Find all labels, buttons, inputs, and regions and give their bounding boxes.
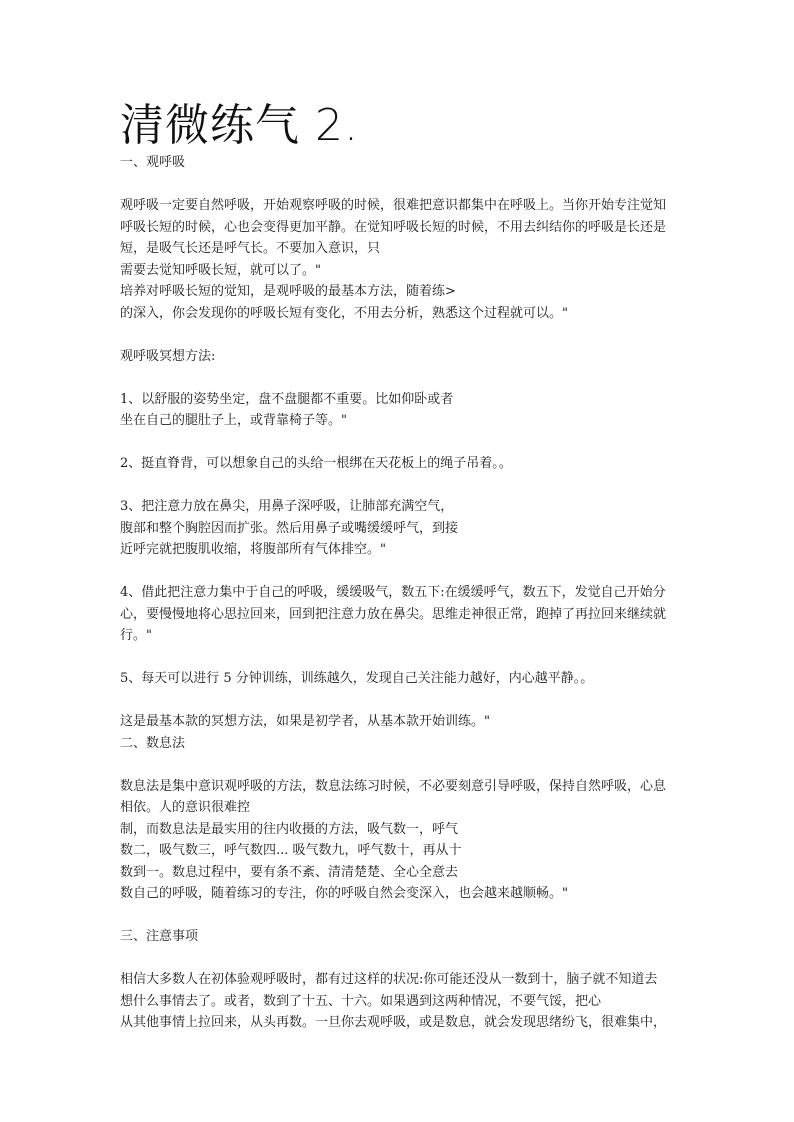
paragraph-line: 腹部和整个胸腔因而扩张。然后用鼻子或嘴缓缓呼气，到接 (120, 520, 459, 536)
paragraph-line: 3、把注意力放在鼻尖，用鼻子深呼吸，让肺部充满空气， (120, 499, 454, 514)
paragraph-line: 1、以舒服的姿势坐定，盘不盘腿都不重要。比如仰卧或者 (120, 391, 454, 407)
paragraph-spacer (120, 647, 676, 669)
paragraph-line: 5、每天可以进行 5 分钟训练，训练越久，发现自己关注能力越好，内心越平静。。 (120, 671, 594, 686)
paragraph (120, 453, 676, 475)
paragraph-line: 这是最基本款的冥想方法，如果是初学者，从基本款开始训练。" (120, 714, 490, 729)
paragraph-line: 二、数息法 (120, 735, 186, 751)
paragraph-spacer (120, 367, 676, 389)
paragraph-line: 相信大多数人在初体验观呼吸时，都有过这样的状况:你可能还没从一数到十，脑子就不知道去 (120, 972, 658, 987)
paragraph (120, 711, 676, 754)
paragraph-spacer (120, 690, 676, 712)
paragraph-line: 4、借此把注意力集中于自己的呼吸，缓缓吸气，数五下:在缓缓呼气，数五下，发觉自己开始分 (120, 585, 666, 600)
paragraph-line: 2、挺直脊背，可以想象自己的头给一根绑在天花板上的绳子吊着。。 (120, 456, 512, 471)
paragraph-line: 数自己的呼吸，随着练习的专注，你的呼吸自然会变深入，也会越来越顺畅。" (120, 886, 568, 901)
paragraph-spacer (120, 174, 676, 196)
paragraph-line: 数二，吸气数三，呼气数四... 吸气数九，呼气数十，再从十 (120, 843, 462, 858)
heading-text: 观呼吸冥想方法: (120, 348, 216, 364)
paragraph-line: 想什么事情去了。或者，数到了十五、十六。如果遇到这两种情况，不要气馁，把心 (120, 993, 602, 1009)
paragraph-spacer (120, 905, 676, 927)
section-heading (120, 926, 676, 948)
paragraph-line: 数息法是集中意识观呼吸的方法，数息法练习时候，不必要刻意引导呼吸，保持自然呼吸，心息 (120, 778, 667, 794)
paragraph-line: 短，是吸气长还是呼气长。不要加入意识，只 (120, 241, 381, 256)
paragraph (120, 969, 676, 1034)
paragraph-line: 近呼完就把腹肌收缩，将腹部所有气体排空。" (120, 542, 386, 557)
paragraph-spacer (120, 475, 676, 497)
paragraph-spacer (120, 561, 676, 583)
paragraph (120, 582, 676, 647)
paragraph-line: 行。" (120, 628, 152, 643)
paragraph-line: 心，要慢慢地将心思拉回来，回到把注意力放在鼻尖。思维走神很正常，跑掉了再拉回来继续就 (120, 606, 667, 622)
paragraph-line: 观呼吸一定要自然呼吸，开始观察呼吸的时候，很难把意识都集中在呼吸上。当你开始专注觉知 (120, 198, 667, 213)
paragraph-line: 从其他事情上拉回来，从头再数。一旦你去观呼吸，或是数息，就会发现思绪纷飞，很难集中， (120, 1015, 667, 1030)
paragraph (120, 389, 676, 432)
paragraph (120, 668, 676, 690)
document-title: 清微练气 2. (120, 100, 359, 151)
paragraph-spacer (120, 754, 676, 776)
heading-text: 三、注意事项 (120, 929, 199, 944)
paragraph-line: 需要去觉知呼吸长短，就可以了。" (120, 262, 321, 278)
paragraph-line: 呼吸长短的时候，心也会变得更加平静。在觉知呼吸长短的时候，不用去纠结你的呼吸是长还是 (120, 219, 667, 235)
paragraph-line: 的深入，你会发现你的呼吸长短有变化，不用去分析，熟悉这个过程就可以。" (120, 305, 568, 321)
paragraph (120, 195, 676, 324)
document-body (120, 152, 676, 1034)
paragraph-spacer (120, 948, 676, 970)
section-heading (120, 152, 676, 174)
section-heading (120, 346, 676, 368)
paragraph-spacer (120, 432, 676, 454)
paragraph (120, 776, 676, 905)
paragraph-line: 相依。人的意识很难控 (120, 800, 251, 815)
document-page (120, 100, 676, 1034)
paragraph-line: 数到一。数息过程中，要有条不紊、清清楚楚、全心全意去 (120, 864, 459, 880)
paragraph-spacer (120, 324, 676, 346)
paragraph-line: 制，而数息法是最实用的往内收摄的方法，吸气数一，呼气 (120, 821, 459, 837)
paragraph-line: 坐在自己的腿肚子上，或背靠椅子等。" (120, 413, 347, 428)
heading-text: 一、观呼吸 (120, 155, 186, 170)
paragraph-line: 培养对呼吸长短的觉知，是观呼吸的最基本方法，随着练> (120, 284, 456, 299)
paragraph (120, 496, 676, 561)
